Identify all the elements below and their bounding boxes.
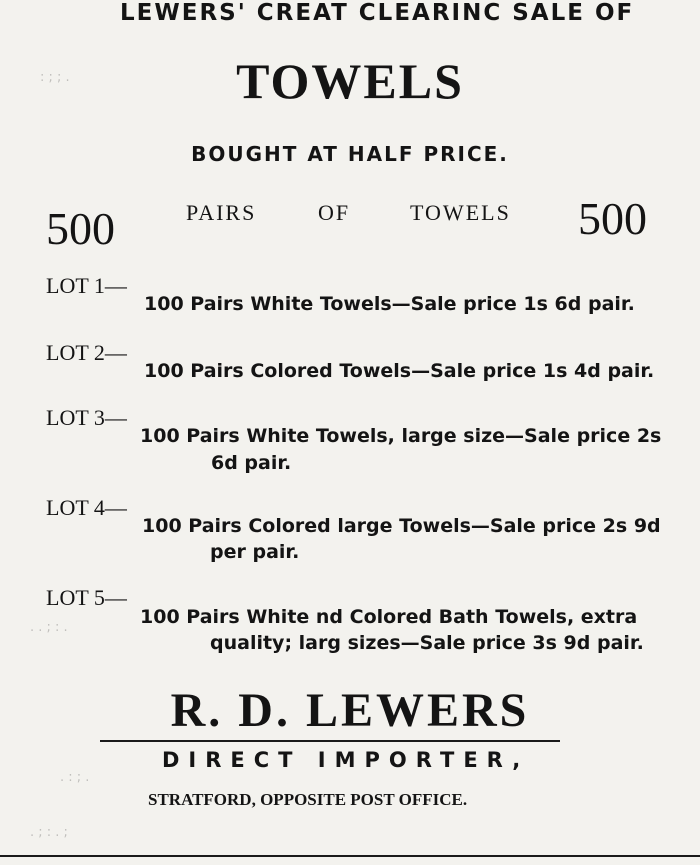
quantity-left: 500 [46, 203, 115, 254]
lot-4-description: 100 Pairs Colored large Towels—Sale price 2s 9d [142, 515, 661, 537]
lot-4-label: LOT 4— [46, 495, 127, 520]
bottom-border-rule [0, 855, 700, 857]
lot-2-description: 100 Pairs Colored Towels—Sale price 1s 4d pair. [144, 360, 655, 382]
lot-1-description: 100 Pairs White Towels—Sale price 1s 6d pair. [144, 293, 635, 315]
quantity-right: 500 [578, 193, 647, 244]
lot-1-label: LOT 1— [46, 273, 127, 298]
ad-subtitle: BOUGHT AT HALF PRICE. [191, 142, 509, 166]
bleed-through-text: . . ; : . [30, 620, 68, 635]
lot-5-label: LOT 5— [46, 585, 127, 610]
lot-4-description-continued: per pair. [210, 541, 300, 563]
lot-3-label: LOT 3— [46, 405, 127, 430]
lot-3-description: 100 Pairs White Towels, large size—Sale price 2s [140, 425, 662, 447]
bleed-through-text: . ; : . ; [30, 825, 68, 840]
quantity-word-pairs: PAIRS [186, 200, 257, 225]
divider-rule [100, 740, 560, 742]
merchant-address: STRATFORD, OPPOSITE POST OFFICE. [148, 790, 468, 809]
bleed-through-text: : ; ; . [40, 70, 70, 85]
lot-2-label: LOT 2— [46, 340, 127, 365]
lot-5-description-continued: quality; larg sizes—Sale price 3s 9d pair. [210, 632, 644, 654]
quantity-word-towels: TOWELS [410, 200, 511, 225]
ad-title: TOWELS [236, 53, 464, 109]
lot-3-description-continued: 6d pair. [211, 452, 292, 474]
merchant-role: DIRECT IMPORTER, [162, 748, 530, 772]
quantity-word-of: OF [318, 200, 351, 225]
lot-5-description: 100 Pairs White nd Colored Bath Towels, extra [140, 606, 638, 628]
merchant-name: R. D. LEWERS [170, 684, 530, 737]
bleed-through-text: . : ; . [60, 770, 90, 785]
sale-headline: LEWERS' CREAT CLEARINC SALE OF [120, 0, 635, 26]
